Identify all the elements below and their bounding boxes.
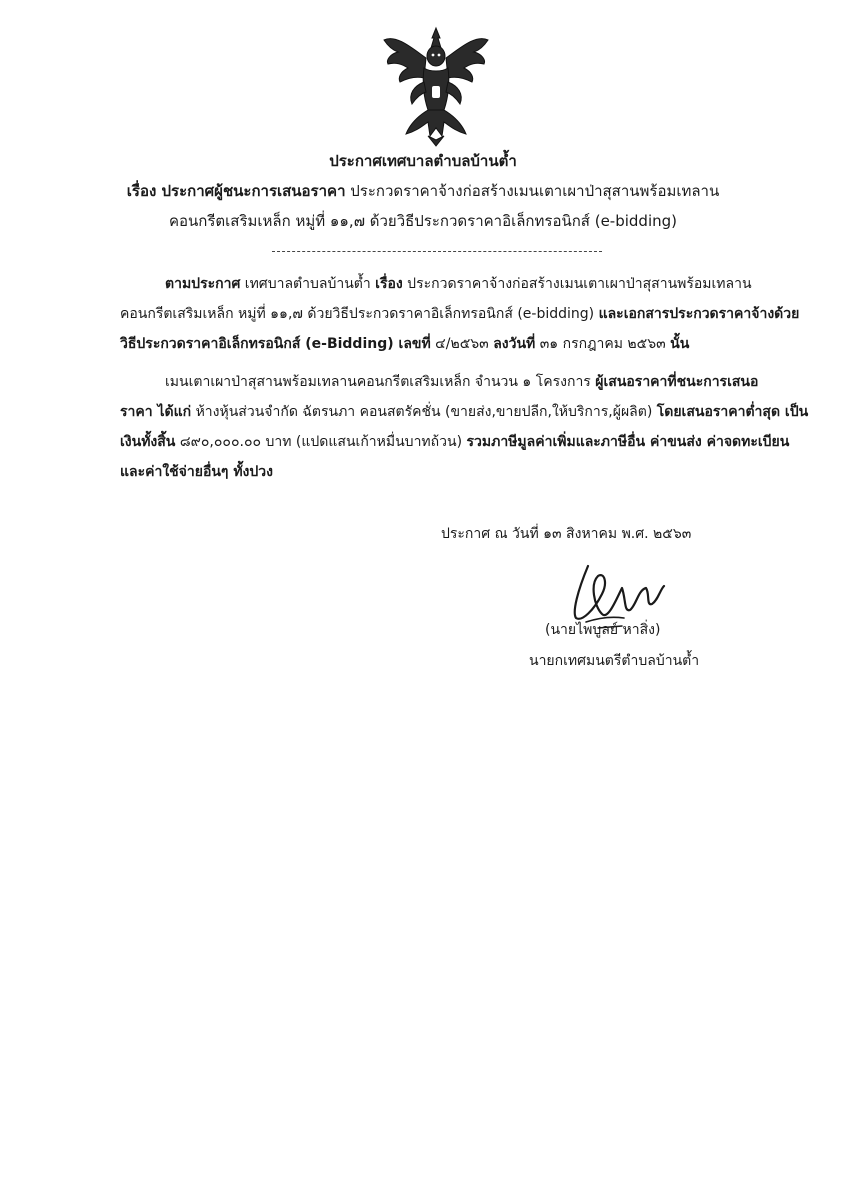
document-subject [0, 181, 846, 201]
signer-name: (นายไพบูลย์ หาสิ่ง) [545, 622, 661, 638]
p1-number: ๔/๒๕๖๓ [430, 336, 494, 352]
subject-label: เรื่อง ประกาศผู้ชนะการเสนอราคา [126, 182, 346, 200]
subject-text: ประกวดราคาจ้างก่อสร้างเมนเตาเผาป่าสุสานพร้อมเทลาน [345, 182, 720, 200]
p1-subject: ประกวดราคาจ้างก่อสร้างเมนเตาเผาป่าสุสานพร้อมเทลาน [402, 276, 752, 292]
p1-date-label: ลงวันที่ [493, 336, 536, 352]
p1-org: เทศบาลตำบลบ้านต้ำ [240, 276, 376, 292]
p1-end: นั้น [670, 336, 690, 352]
p2-tax-note: รวมภาษีมูลค่าเพิ่มและภาษีอื่น ค่าขนส่ง ค่าจดทะเบียน [466, 434, 790, 450]
paragraph2-line2 [120, 402, 808, 422]
paragraph2-line3 [120, 432, 789, 452]
paragraph1-line1 [165, 274, 752, 294]
p1-date: ๓๑ กรกฎาคม ๒๕๖๓ [535, 336, 671, 352]
p1-subject-label: เรื่อง [375, 276, 403, 292]
p2-amount: ๘๙๐,๐๐๐.๐๐ บาท (แปดแสนเก้าหมื่นบาทถ้วน) [175, 434, 467, 450]
signer-position: นายกเทศมนตรีตำบลบ้านต้ำ [529, 653, 700, 669]
p2-winner-name: ห้างหุ้นส่วนจำกัด ฉัตรนภา คอนสตรัคชั่น (ขายส่ง,ขายปลีก,ให้บริการ,ผู้ผลิต) [191, 404, 657, 420]
p2-winner-prefix: ราคา ได้แก่ [120, 404, 192, 420]
p1-number-label: เลขที่ [398, 336, 431, 352]
p1-ref-label: ตามประกาศ [165, 276, 241, 292]
document-subject-line2: คอนกรีตเสริมเหล็ก หมู่ที่ ๑๑,๗ ด้วยวิธีประกวดราคาอิเล็กทรอนิกส์ (e-bidding) [169, 212, 677, 230]
announcement-date: ประกาศ ณ วันที่ ๑๓ สิงหาคม พ.ศ. ๒๕๖๓ [441, 526, 692, 542]
paragraph2-line4: และค่าใช้จ่ายอื่นๆ ทั้งปวง [120, 464, 273, 480]
p2-project: เมนเตาเผาป่าสุสานพร้อมเทลานคอนกรีตเสริมเหล็ก จำนวน ๑ โครงการ [165, 374, 596, 390]
p1-method: วิธีประกวดราคาอิเล็กทรอนิกส์ (e-Bidding) [120, 336, 399, 352]
p2-total-label: เงินทั้งสิ้น [120, 434, 176, 450]
garuda-emblem-icon [378, 24, 494, 148]
p1-docs-label: และเอกสารประกวดราคาจ้างด้วย [598, 306, 800, 322]
p1-project: คอนกรีตเสริมเหล็ก หมู่ที่ ๑๑,๗ ด้วยวิธีประกวดราคาอิเล็กทรอนิกส์ (e-bidding) [120, 306, 599, 322]
p2-lowest-bid-label: โดยเสนอราคาต่ำสุด เป็น [656, 404, 809, 420]
header-divider [272, 251, 602, 252]
paragraph1-line3 [120, 334, 689, 354]
paragraph2-line1 [165, 372, 758, 392]
p2-winner-label: ผู้เสนอราคาที่ชนะการเสนอ [595, 374, 759, 390]
document-title: ประกาศเทศบาลตำบลบ้านต้ำ [329, 152, 517, 170]
paragraph1-line2 [120, 304, 799, 324]
